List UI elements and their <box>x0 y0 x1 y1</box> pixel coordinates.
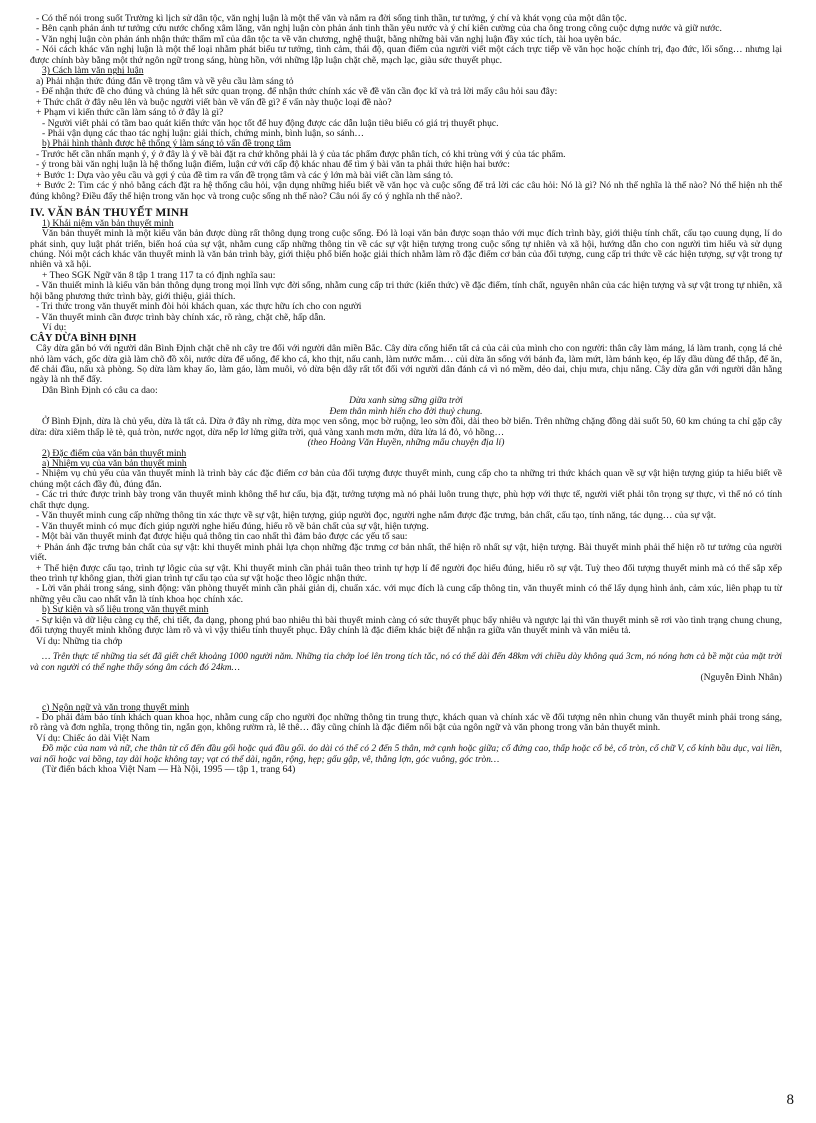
paragraph: … Trên thực tế những tia sét đã giết chết khoảng 1000 người năm. Những tia chớp loé lên trong tích tắc, nó có thể dài đến 48km với chiều dày không quá 3cm, nó nóng hơn cả bề mặt của mặt trời và con người có thể nghe thấy sóng âm cách đó 24km… <box>30 652 782 673</box>
paragraph: a) Phải nhận thức đúng đắn về trọng tâm và về yêu cầu làm sáng tỏ <box>36 75 294 87</box>
paragraph: + Thức chất ở đây nêu lên và buộc người viết bàn về vấn đề gì? ể vấn này thuộc loại đề nào? <box>36 96 392 108</box>
paragraph: - Do phải đảm bảo tính khách quan khoa học, nhằm cung cấp cho người đọc những thông tin trung thực, khách quan và chính xác về đối tượng nên nhìn chung văn thuyết minh phải trong sáng, rõ ràng và đơn nghĩa, trọng thông tin, ngắn gọn, không rườm rà, lê thê… đây cũng chính là đặc điểm nổi bật của ngôn ngữ và văn phong trong văn bản thuyết minh. <box>30 712 782 734</box>
paragraph: - Văn thuyết minh có mục đích giúp người nghe hiểu đúng, hiểu rõ về bản chất của sự vật, hiện tượng. <box>36 520 429 532</box>
paragraph: a) Nhiệm vụ của văn bản thuyết minh <box>42 458 187 470</box>
paragraph: 3) Cách làm văn nghị luận <box>42 65 144 77</box>
paragraph: - Tri thức trong văn thuyết minh đòi hỏi khách quan, xác thực hữu ích cho con người <box>36 301 362 313</box>
paragraph <box>30 684 782 698</box>
paragraph: + Bước 2: Tìm các ý nhỏ bằng cách đặt ra hệ thống câu hỏi, vận dụng những hiểu biết về văn học và cuộc sống để trả lời các câu hỏi: Nó là gì? Nó nh thế nghĩa là thế nào? Nó thể hiện nh thế đúng không? Điều đấy thể hiện trong văn học và trong cuộc sống nh thế nào? Câu nói ấy có ý nghĩa nh thế nào?. <box>30 180 782 202</box>
paragraph: + Phạm vi kiến thức cần làm sáng tỏ ở đây là gì? <box>36 107 224 119</box>
paragraph: Dân Bình Định có câu ca dao: <box>42 384 158 396</box>
paragraph: (Từ điển bách khoa Việt Nam — Hà Nội, 1995 — tập 1, trang 64) <box>42 764 296 776</box>
document-body <box>30 14 782 776</box>
paragraph: Văn bản thuyết minh là một kiểu văn bản được dùng rất thông dụng trong cuộc sống. Đó là loại văn bản được soạn thảo với mục đích trình bày, giới thiệu tính chất, cấu tạo cuung dụng, lí do phát sinh, quy luật phát triển, biến hoá của sự vật, nhằm cung cấp những thông tin về các sự vật hiện tượng trong cuộc sống tự nhiên và xã hội, hướng dẫn cho con người tìm hiểu và sử dụng chúng. Nói một cách khác văn thuyết minh là văn bản trình bày, giới thiệu phổ biến hoặc giải thích nhằm làm rõ đặc điểm cơ bản của đối tượng, cung cấp tri thức về các hiện tượng, sự vật trong tự nhiên và xã hội. <box>30 228 782 271</box>
paragraph: - Văn thuyết minh cần được trình bày chính xác, rõ ràng, chặt chẽ, hấp dẫn. <box>36 311 326 323</box>
paragraph: Ví dụ: Những tia chớp <box>36 635 123 647</box>
paragraph: - Một bài văn thuyết minh đạt được hiệu quả thông tin cao nhất thì đảm bảo được các yếu tố sau: <box>36 531 408 543</box>
page-number: 8 <box>786 1092 794 1108</box>
paragraph: - Người viết phải có tầm bao quát kiến thức văn học tốt để huy động được các dẫn luận tiêu biểu có giá trị thuyết phục. <box>42 117 499 129</box>
paragraph: - ý trong bài văn nghị luận là hệ thống luận điểm, luận cứ với cấp độ khác nhau để tìm ý bài văn ta phải thức hiện hai bước: <box>36 159 510 171</box>
paragraph: Cây dừa gắn bó với người dân Bình Định chặt chẽ nh cây tre đối với người dân miền Bắc. Cây dừa cống hiến tất cả của cải của mình cho con người: thân cây làm máng, lá làm tranh, cọng lá chẻ nhỏ làm vách, gốc dừa già làm chõ đồ xôi, nước dừa để uống, để kho cá, kho thịt, nấu canh, làm nước mắm… củi dừa ăn sống với bánh đa, làm mứt, làm bánh kẹo, ép lấy dầu dùng để thắp, để ăn, để chải đầu, nấu xà phòng. Sọ dừa làm khay ấo, làm gáo, làm muôi, vỏ dừa bện dây rất tốt đối với người dân đánh cá vì nó mềm, dẻo dai, chịu mưa, chịu nắng. Cây dừa gắn với người dân hằng ngày là nh thế đấy. <box>30 343 782 386</box>
paragraph: - Lời văn phải trong sáng, sinh động: văn phòng thuyết minh cần phải giản dị, chuẩn xác. với mục đích là cung cấp thông tin, văn thuyết minh có thể lấy dụng hình ảnh, cảm xúc, liên phạp tu từ những yêu cầu cao nhất vẫn là tính khoa học chính xác. <box>30 583 782 605</box>
paragraph: - Các tri thức được trình bày trong văn thuyết minh không thể hư cấu, bịa đặt, tưởng tượng mà nó phải luôn trung thực, phù hợp với thực tế, người viết phải tôn trọng sự thực, vì thế nó có tính chất thực dụng. <box>30 489 782 511</box>
paragraph: + Theo SGK Ngữ văn 8 tập 1 trang 117 ta có định nghĩa sau: <box>42 269 276 281</box>
paragraph: Đem thân mình hiến cho đời thuỷ chung. <box>329 406 483 417</box>
paragraph: (Nguyễn Đình Nhân) <box>700 672 782 684</box>
paragraph: b) Sự kiện và số liệu trong văn thuyết minh <box>42 604 209 616</box>
section-heading: CÂY DỪA BÌNH ĐỊNH <box>30 332 137 344</box>
paragraph: - Phải vận dụng các thao tác nghị luận: giải thích, chứng minh, bình luận, so sánh… <box>42 127 364 139</box>
paragraph: - Trước hết cần nhấn mạnh ý, ý ở đây là ý về bài đặt ra chứ không phải là ý của tác phẩm được phân tích, có khi trùng với ý của tác phẩm. <box>36 148 566 160</box>
paragraph: - Văn thuyết minh cung cấp những thông tin xác thực về sự vật, hiện tượng, giúp người đọc, người nghe nắm được đặc trưng, bản chất, cấu tạo, tính năng, tác dụng… của sự vật. <box>36 510 716 522</box>
paragraph: Ví dụ: <box>42 322 67 334</box>
paragraph: - Bên cạnh phản ánh tư tưởng cứu nước chống xâm lăng, văn nghị luận còn phản ánh tinh thần yêu nước và ý chí kiên cường của cha ông trong công cuộc dựng nước và giữ nước. <box>36 23 722 35</box>
paragraph: b) Phải hình thành được hệ thống ý làm sáng tỏ vấn đề trọng tâm <box>42 138 292 150</box>
paragraph: - Sự kiện và dữ liệu càng cụ thể, chi tiết, đa dạng, phong phú bao nhiêu thì bài thuyết minh càng có sức thuyết phục bấy nhiêu và ngược lại thì văn thuyết minh sẽ rơi vào tình trạng chung chung, đối tượng thuyết minh không được làm rõ và vì vậy thiếu tính thuyết phục. Đây chính là đặc điểm khác biệt để nhận ra giữa văn thuyết minh và văn miêu tả. <box>30 614 782 637</box>
paragraph: - Văn thuiết minh là kiểu văn bản thông dụng trong mọi lĩnh vực đời sống, nhằm cung cấp tri thức (kiến thức) về đặc điểm, tính chất, nguyên nhân của các hiện tượng và sự vật trong tự nhiên, xã hội bằng phương thức trình bày, giới thiệu, giải thích. <box>30 280 782 302</box>
section-heading: IV. VĂN BẢN THUYẾT MINH <box>30 207 189 220</box>
paragraph: - Có thể nói trong suốt Trường kì lịch sử dân tộc, văn nghị luận là một thể văn và nắm ra đời sống tinh thần, tư tưởng, ý chí và khát vọng của một dân tộc. <box>36 13 627 24</box>
paragraph: - Nói cách khác văn nghị luận là một thể loại nhằm phát biểu tư tưởng, tình cảm, thái độ, quan điểm của người viết một cách trực tiếp về văn học hoặc chính trị, đạo đức, lối sống… nhưng lại được chính bày bằng một thứ ngôn ngữ trong sáng, hùng hồn, với những lập luận chặt chẽ, mạch lạc, giàu sức thuyết phục. <box>30 44 782 66</box>
paragraph: Ví dụ: Chiếc áo dài Việt Nam <box>36 732 150 744</box>
paragraph: + Phản ánh đặc trưng bản chất của sự vật: khi thuyết minh phải lựa chọn những đặc trưng cơ bản nhất, thể hiện rõ nhất sự vật, hiện tượng. Bài thuyết minh phải thể hiện rõ tư tưởng của người viết. <box>30 541 782 564</box>
paragraph: Dừa xanh sừng sững giữa trời <box>349 396 463 407</box>
paragraph: c) Ngôn ngữ và văn trong thuyết minh <box>42 701 190 713</box>
paragraph: (theo Hoàng Văn Huyền, những mẩu chuyện địa lí) <box>307 437 505 449</box>
paragraph: Ở Bình Định, dừa là chủ yếu, dừa là tất cả. Dừa ở đây nh rừng, dừa mọc ven sông, mọc bờ ruộng, leo sờn đồi, dài theo bờ biển. Trên những chặng đồng dài suốt 50, 60 km chúng ta chỉ gặp cây dừa: dừa xiêm thấp lè tè, quả tròn, nước ngọt, dừa nếp lơ lửng giữa trời, quả vàng xanh mơn mởn, dừa lửa lá đỏ, vỏ hồng… <box>30 416 782 438</box>
paragraph: - Văn nghị luận còn phản ánh nhận thức thẩm mĩ của dân tộc ta về văn chương, nghệ thuật, bằng những bài văn nghị luận đầy xúc tích, tài hoa uyên bác. <box>36 33 622 45</box>
paragraph: 2) Đặc điểm của văn bản thuyết minh <box>42 447 187 459</box>
paragraph: 1) Khái niệm văn bản thuyết minh <box>42 217 174 229</box>
paragraph: + Thể hiện được cấu tạo, trình tự lôgic của sự vật. Khi thuyết minh cần phải tuân theo trình tự hợp lí để người đọc hiểu đúng, hiểu rõ sự vật. Tuỳ theo đối tượng thuyết minh mà có thể sắp xếp theo trình tự không gian, thời gian trình tự cấu tạo của sự vật hoặc theo lôgic nhận thức. <box>30 562 782 585</box>
paragraph: + Bước 1: Dựa vào yêu cầu và gợi ý của đề tìm ra vấn đề trọng tâm và các ý lớn mà bài viết cần làm sáng tỏ. <box>36 169 454 181</box>
paragraph: - Để nhận thức đề cho đúng và chúng là hết sức quan trọng. để nhận thức chính xác về đề văn cần đọc kĩ và trả lời mấy câu hỏi sau đây: <box>36 86 558 98</box>
paragraph: - Nhiệm vụ chủ yếu của văn thuyết minh là trình bày các đặc điểm cơ bản của đối tượng được thuyết minh, cung cấp cho ta những tri thức khách quan về sự vật hiện tượng giúp ta hiểu biết về chúng một cách đầy đủ, đúng đắn. <box>30 468 782 490</box>
paragraph: Đồ mặc của nam và nữ, che thân từ cổ đến đầu gối hoặc quá đầu gối. áo dài có thể có 2 đến 5 thân, mở cạnh hoặc giữa; cổ đứng cao, thấp hoặc cổ bẻ, cổ tròn, cổ chữ V, cổ kính bầu dục, vai liền, vai nối hoặc vai bồng, tay dài hoặc không tay; vạt có thể dài, ngắn, rộng, hẹp; gấu gập, vê, thẳng lợn, góc vuông, góc tròn… <box>30 744 782 765</box>
